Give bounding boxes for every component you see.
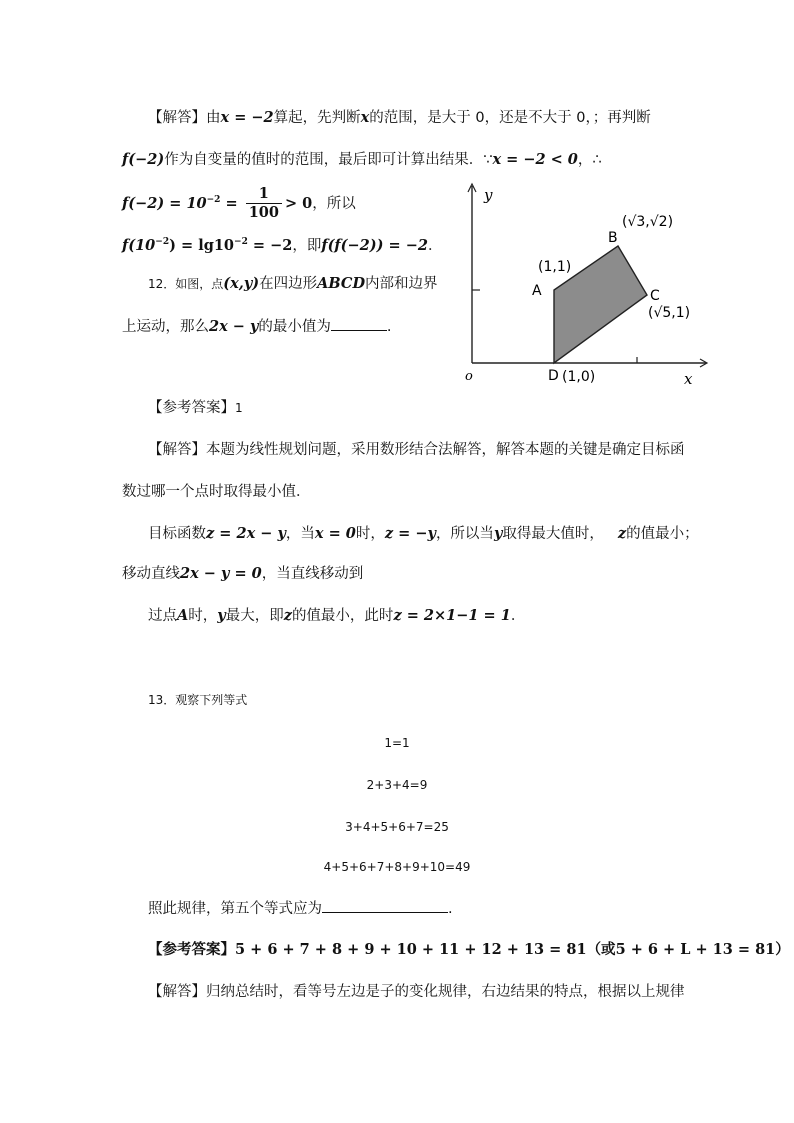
text: 上运动，那么 [122, 319, 209, 335]
text: 目标函数 [148, 526, 206, 542]
text: . [386, 319, 392, 335]
label-a: A [532, 283, 542, 299]
question-12-line-1 [148, 274, 438, 294]
math: y [493, 525, 503, 542]
answer-blank [322, 898, 448, 913]
solution-12-line-1 [148, 440, 685, 460]
text: 时， [355, 526, 385, 542]
math: ) = lg10 [169, 236, 235, 254]
text: 数过哪一个点时取得最小值． [122, 484, 311, 500]
text: 的值最小，此时 [291, 608, 394, 624]
answer-blank [331, 316, 387, 331]
text: 4+5+6+7+8+9+10=49 [323, 860, 471, 874]
coord-c: (√5,1) [648, 305, 691, 321]
label-c: C [650, 288, 660, 304]
text: 内部和边界 [365, 276, 438, 292]
solution-13-line-1 [148, 982, 685, 1002]
text: ，当直线移动到 [261, 566, 364, 582]
text: 在四边形 [259, 276, 318, 292]
text: 2+3+4=9 [366, 778, 428, 792]
equals: = [220, 194, 243, 212]
solution-12-line-4 [122, 564, 363, 584]
x-axis-label: x [684, 370, 693, 388]
inequality: > 0 [284, 194, 313, 212]
solution-11-line-3 [122, 182, 356, 222]
numerator: 1 [246, 185, 282, 204]
y-axis-label: y [484, 186, 493, 204]
fraction [246, 185, 282, 222]
equation-2 [0, 778, 794, 792]
text: ，当 [285, 526, 315, 542]
question-13-title [148, 690, 247, 710]
exponent: −2 [155, 237, 170, 247]
text: 时， [188, 608, 218, 624]
solution-12-line-3 [148, 524, 699, 544]
equation-1 [0, 736, 794, 750]
math-expr: 2x − y [209, 318, 259, 335]
answer-13 [148, 940, 790, 960]
math: z [283, 607, 292, 624]
math: z = −y [384, 525, 436, 542]
coord-b: (√3,√2) [622, 214, 674, 230]
math-point: (x,y) [223, 275, 260, 292]
solution-label: 【解答】由 [148, 110, 221, 126]
exponent: −2 [234, 237, 248, 247]
equation-4 [0, 860, 794, 874]
question-13-ask [148, 898, 453, 919]
text: 3+4+5+6+7=25 [345, 820, 449, 834]
text: . [448, 901, 453, 917]
answer-label: 【参考答案】 [148, 942, 235, 958]
text: 1=1 [384, 736, 410, 750]
text: 【解答】归纳总结时，看等号左边是子的变化规律，右边结果的特点，根据以上规律 [148, 984, 685, 1000]
math: f(10 [122, 236, 156, 254]
answer-alt: 5 + 6 + L + 13 = 81 [615, 941, 776, 958]
math-condition: x = −2 < 0 [492, 151, 578, 168]
question-12-line-2 [122, 316, 392, 337]
text: 最大，即 [225, 608, 284, 624]
math: y [217, 607, 226, 624]
origin-label: o [465, 369, 473, 384]
answer-label: 【参考答案】 [148, 400, 235, 416]
math-quad: ABCD [317, 275, 366, 292]
coord-d: (1,0) [562, 369, 596, 385]
text: 的范围，是大于 0，还是不大于 0，；再判断 [369, 110, 651, 126]
math: = −2 [247, 236, 293, 254]
text: 13．观察下列等式 [148, 693, 248, 707]
label-d: D [548, 368, 559, 384]
text: ，所以 [312, 195, 356, 212]
text: ，即 [292, 237, 322, 254]
question-number: 12．如图，点 [148, 277, 224, 291]
solution-11-line-4 [122, 232, 442, 256]
math: z = 2x − y [206, 525, 286, 542]
denominator: 100 [248, 204, 279, 222]
math: x = 0 [314, 525, 356, 542]
math-composite: f(f(−2)) = −2 [321, 236, 428, 254]
text: ，所以当 [435, 526, 494, 542]
solution-12-line-5 [148, 606, 525, 626]
math: z [617, 525, 627, 542]
text: ） [775, 942, 790, 958]
text: 作为自变量的值时的范围，最后即可计算出结果．∵ [164, 152, 493, 168]
solution-11-line-1 [148, 108, 651, 128]
quadrilateral-figure [462, 180, 712, 390]
text: 算起，先判断 [273, 110, 361, 126]
solution-11-line-2 [122, 150, 602, 170]
text: 取得最大值时， [502, 526, 604, 542]
math-f-neg2: f(−2) [122, 151, 165, 168]
text: 的值最小； [626, 526, 699, 542]
math: 2x − y = 0 [180, 565, 262, 582]
math: A [177, 607, 189, 624]
text: 的最小值为 [258, 319, 331, 335]
exponent: −2 [206, 195, 221, 205]
text: 移动直线 [122, 566, 180, 582]
text: ． [427, 237, 443, 254]
equation-3 [0, 820, 794, 834]
text: （或 [586, 942, 616, 958]
coord-a: (1,1) [538, 259, 572, 275]
math-x-eq: x = −2 [220, 109, 274, 126]
text: 【解答】本题为线性规划问题，采用数形结合法解答，解答本题的关键是确定目标函 [148, 442, 685, 458]
answer-value: 5 + 6 + 7 + 8 + 9 + 10 + 11 + 12 + 13 = 81 [235, 941, 587, 958]
text: 照此规律，第五个等式应为 [148, 901, 322, 917]
label-b: B [608, 230, 618, 246]
text: 过点 [148, 608, 177, 624]
math-lhs: f(−2) = 10 [122, 194, 207, 212]
math-x: x [360, 109, 370, 126]
text: ，∴ [577, 152, 602, 168]
math: z = 2×1−1 = 1 [393, 607, 511, 624]
text: ． [510, 608, 526, 624]
solution-12-line-2 [122, 482, 311, 502]
answer-12 [148, 398, 243, 418]
answer-value: 1 [235, 401, 243, 415]
